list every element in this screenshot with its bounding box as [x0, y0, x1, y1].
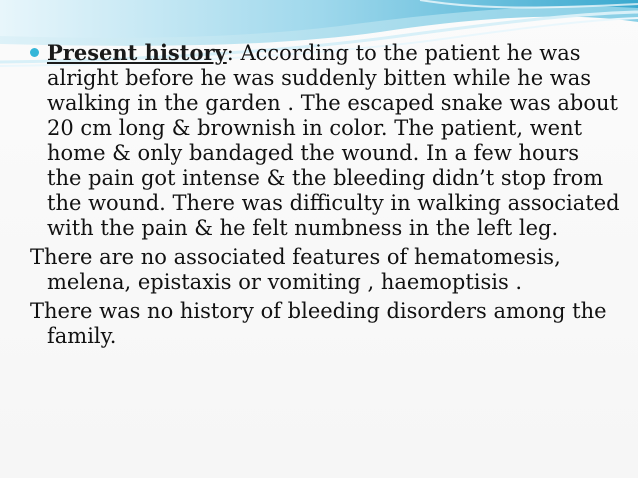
family-history-paragraph: There was no history of bleeding disorders among the family.	[30, 299, 607, 348]
section-heading: Present history	[47, 40, 227, 65]
slide-body	[30, 40, 620, 349]
bullet-dot-icon	[30, 48, 39, 57]
present-history-paragraph	[30, 40, 620, 241]
associated-features-paragraph: There are no associated features of hematomesis, melena, epistaxis or vomiting , haemoptisis .	[30, 245, 561, 294]
present-history-text: : According to the patient he was alright before he was suddenly bitten while he was walking in the garden . The escaped snake was about 20 cm long & brownish in color. The patient, went home & only bandaged the wound. In a few hours the pain got intense & the bleeding didn’t stop from the wound. There was difficulty in walking associated with the pain & he felt numbness in the left leg.	[47, 41, 620, 240]
